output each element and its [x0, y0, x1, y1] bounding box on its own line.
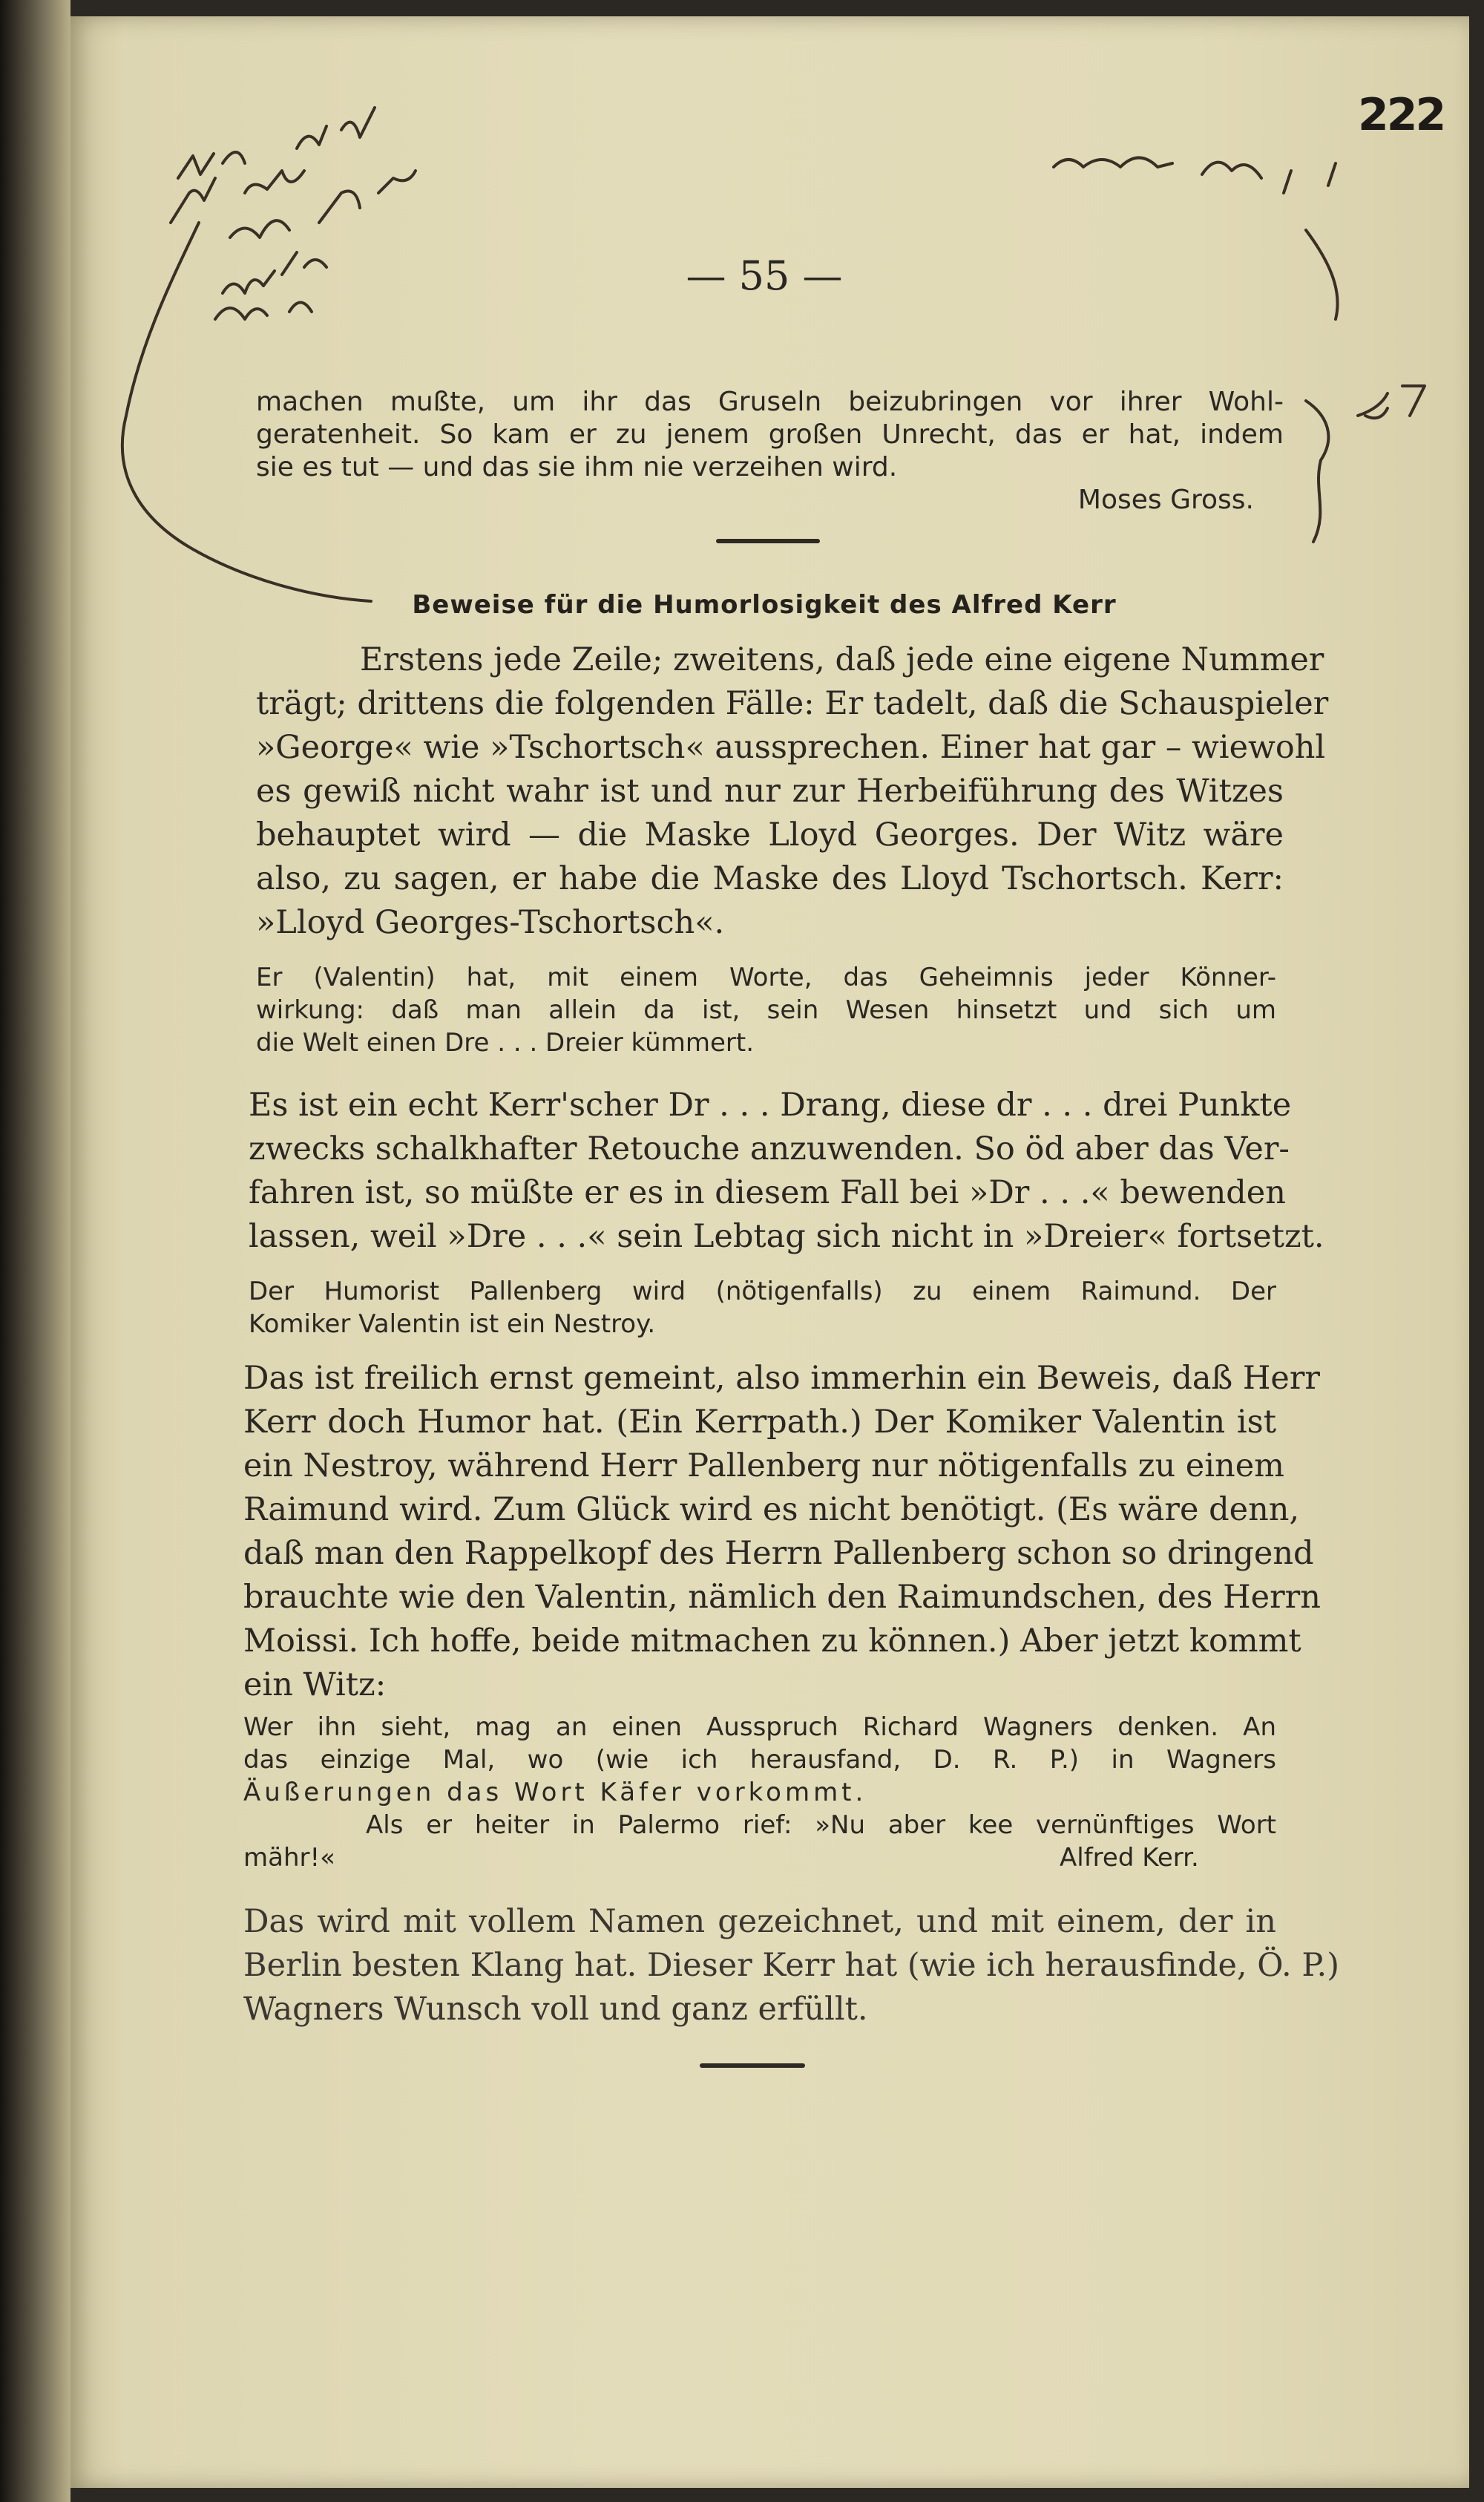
- quote-line: mähr!«: [243, 1843, 335, 1873]
- quote-line: wirkung: daß man allein da ist, sein Wesen hinsetzt und sich um: [256, 995, 1276, 1025]
- quote-line: Als er heiter in Palermo rief: »Nu aber kee vernünftiges Wort: [366, 1810, 1276, 1840]
- scribble-topleft-6: [215, 303, 312, 320]
- para-line: Wagners Wunsch voll und ganz erfüllt.: [243, 1991, 868, 2028]
- para-line: lassen, weil »Dre . . .« sein Lebtag sich nicht in »Dreier« fortsetzt.: [249, 1218, 1324, 1255]
- para-line: Berlin besten Klang hat. Dieser Kerr hat (wie ich herausfinde, Ö. P.): [243, 1947, 1339, 1984]
- scribble-right-54: [1358, 386, 1425, 418]
- intro-line: machen mußte, um ihr das Gruseln beizubringen vor ihrer Wohl-: [256, 387, 1284, 417]
- para-line: daß man den Rappelkopf des Herrn Pallenberg schon so dringend: [243, 1535, 1314, 1572]
- para-line: fahren ist, so müßte er es in diesem Fall bei »Dr . . .« bewenden: [249, 1174, 1286, 1211]
- folio-number: 222: [1358, 89, 1445, 141]
- quote-line: Äußerungen das Wort Käfer vorkommt.: [243, 1778, 867, 1807]
- para-line: Kerr doch Humor hat. (Ein Kerrpath.) Der Komiker Valentin ist: [243, 1404, 1276, 1441]
- para-line: »George« wie »Tschortsch« aussprechen. Einer hat gar – wiewohl: [256, 729, 1326, 766]
- para-line: also, zu sagen, er habe die Maske des Lloyd Tschortsch. Kerr:: [256, 860, 1284, 897]
- para-line: »Lloyd Georges-Tschortsch«.: [256, 904, 725, 941]
- quote-signature: Alfred Kerr.: [1060, 1843, 1199, 1873]
- quote-line: Komiker Valentin ist ein Nestroy.: [249, 1309, 656, 1339]
- paragraph-4: [243, 1900, 1339, 2031]
- scribble-topleft-1: [178, 152, 245, 178]
- quote-line-last: [243, 1841, 1276, 1874]
- quote-2: [249, 1275, 1276, 1340]
- intro-line: sie es tut — und das sie ihm nie verzeihen wird.: [256, 452, 898, 482]
- quote-line: die Welt einen Dre . . . Dreier kümmert.: [256, 1028, 755, 1058]
- para-line: Es ist ein echt Kerr'scher Dr . . . Drang, diese dr . . . drei Punkte: [249, 1087, 1292, 1124]
- quote-line: Der Humorist Pallenberg wird (nötigenfalls) zu einem Raimund. Der: [249, 1277, 1276, 1306]
- paragraph-3: [243, 1357, 1321, 1707]
- scribble-topright: [1054, 158, 1336, 194]
- para-line: Raimund wird. Zum Glück wird es nicht benötigt. (Es wäre denn,: [243, 1491, 1300, 1528]
- quote-line: Wer ihn sieht, mag an einen Ausspruch Richard Wagners denken. An: [243, 1712, 1276, 1742]
- scribble-topleft-3: [297, 108, 375, 148]
- para-line: Erstens jede Zeile; zweitens, daß jede eine eigene Nummer: [360, 641, 1324, 678]
- para-line: es gewiß nicht wahr ist und nur zur Herbeiführung des Witzes: [256, 773, 1284, 810]
- scribble-topleft-5: [223, 252, 326, 293]
- divider-rule-bottom: [700, 2063, 805, 2068]
- quote-1: [256, 961, 1276, 1059]
- section-headline: Beweise für die Humorlosigkeit des Alfred Kerr: [412, 590, 1117, 620]
- paragraph-1: [256, 638, 1329, 945]
- para-line: Moissi. Ich hoffe, beide mitmachen zu können.) Aber jetzt kommt: [243, 1622, 1301, 1660]
- para-line: ein Witz:: [243, 1666, 387, 1703]
- intro-line: geratenheit. So kam er zu jenem großen Unrecht, das er hat, indem: [256, 419, 1284, 450]
- para-line: zwecks schalkhafter Retouche anzuwenden. So öd aber das Ver-: [249, 1130, 1290, 1168]
- margin-bracket-right-top: [1306, 230, 1338, 319]
- page-number: — 55 —: [686, 252, 843, 299]
- intro-paragraph: [256, 386, 1284, 517]
- divider-rule: [716, 539, 820, 543]
- para-line: Das ist freilich ernst gemeint, also immerhin ein Beweis, daß Herr: [243, 1360, 1320, 1397]
- paragraph-2: [249, 1084, 1324, 1259]
- para-line: ein Nestroy, während Herr Pallenberg nur nötigenfalls zu einem: [243, 1447, 1284, 1484]
- quote-3: [243, 1711, 1276, 1874]
- quote-line: das einzige Mal, wo (wie ich herausfand, D. R. P.) in Wagners: [243, 1745, 1276, 1775]
- scribble-topleft-2: [171, 171, 304, 223]
- intro-signature: Moses Gross.: [1077, 485, 1254, 515]
- para-line: Das wird mit vollem Namen gezeichnet, und mit einem, der in: [243, 1903, 1276, 1940]
- scribble-topleft-4: [230, 171, 416, 238]
- margin-bracket-right: [1306, 401, 1328, 542]
- para-line: brauchte wie den Valentin, nämlich den Raimundschen, des Herrn: [243, 1579, 1321, 1616]
- quote-line: Er (Valentin) hat, mit einem Worte, das Geheimnis jeder Könner-: [256, 963, 1276, 992]
- para-line: behauptet wird — die Maske Lloyd Georges. Der Witz wäre: [256, 816, 1284, 854]
- para-line: trägt; drittens die folgenden Fälle: Er tadelt, daß die Schauspieler: [256, 685, 1329, 722]
